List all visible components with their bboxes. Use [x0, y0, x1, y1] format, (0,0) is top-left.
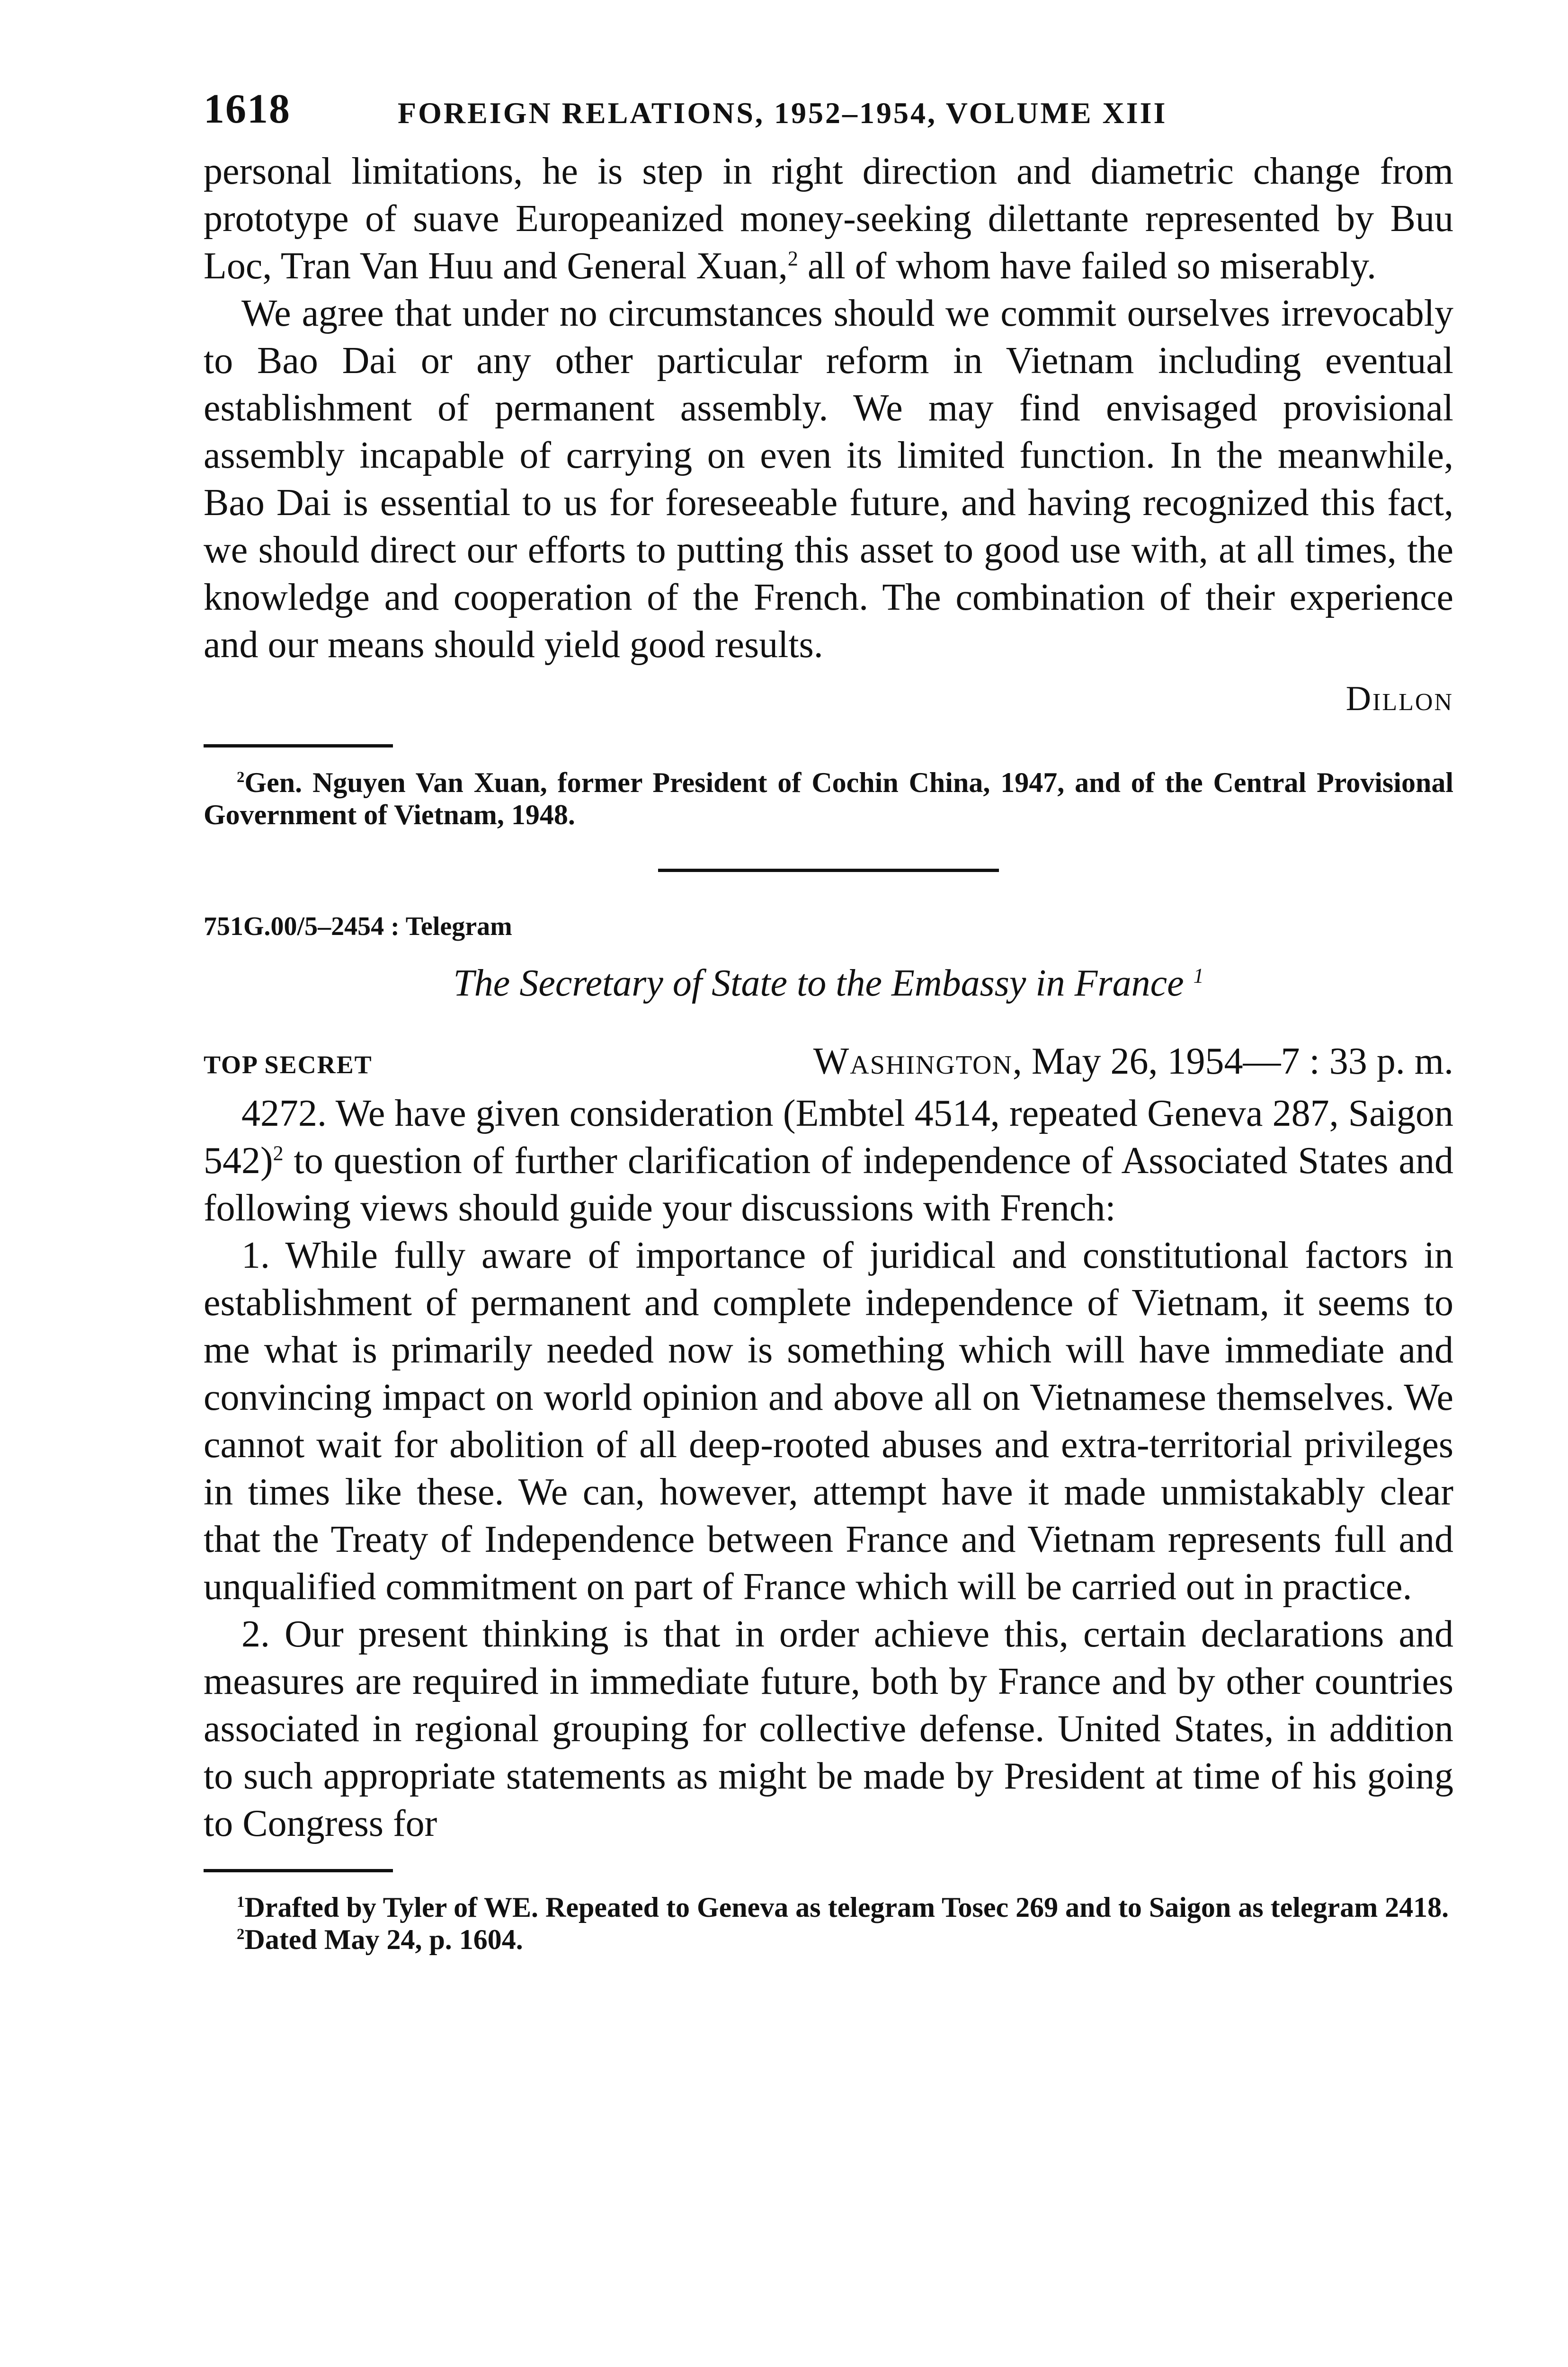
dateline [204, 1038, 1453, 1090]
running-head [204, 85, 1453, 142]
footnote-text: Gen. Nguyen Van Xuan, former President of Cochin China, 1947, and of the Central Provisional Government of Vietnam, 1948. [204, 767, 1453, 830]
continued-paragraph-2: We agree that under no circumstances should we commit ourselves irrevocably to Bao Dai or any other particular reform in Vietnam including eventual establishment of permanent assembly. We may find envisaged provisional assembly incapable of carrying on even its limited function. In the meanwhile, Bao Dai is essential to us for foreseeable future, and having recognized this fact, we should direct our efforts to putting this asset to good use with, at all times, the knowledge and cooperation of the French. The combination of their experience and our means should yield good results. [204, 293, 1453, 666]
document-page [204, 85, 1453, 1965]
footnote-text: Drafted by Tyler of WE. Repeated to Geneva as telegram Tosec 269 and to Saigon as telegram 2418. [244, 1892, 1449, 1923]
footnote [204, 766, 1453, 831]
telegram-paragraph-3: 2. Our present thinking is that in order achieve this, certain declarations and measures are required in immediate future, both by France and by other countries associated in regional grouping for collective defense. United States, in addition to such appropriate statements as might be made by President at time of his going to Congress for [204, 1613, 1453, 1844]
document-reference: 751G.00/5–2454 : Telegram [204, 912, 512, 941]
footnote-divider [204, 744, 393, 747]
footnote [204, 1891, 1453, 1923]
paragraph-text: to question of further clarification of independence of Associated States and following views should guide your discussions with French: [204, 1140, 1453, 1229]
footnote-reference: 2 [273, 1141, 284, 1165]
footnote-reference: 1 [1193, 964, 1204, 988]
footnote-reference: 2 [787, 247, 798, 270]
paragraph-text: 4272. We have given consideration (Embtel 4514, repeated Geneva 287, Saigon 542) [204, 1093, 1453, 1182]
document-separator [658, 869, 999, 872]
page-number: 1618 [204, 86, 291, 132]
classification-label: TOP SECRET [204, 1050, 373, 1079]
paragraph-text: personal limitations, he is step in right direction and diametric change from prototype of suave Europeanized money-seeking dilettante represented by Buu Loc, Tran Van Huu and General Xuan, [204, 151, 1453, 287]
footnote [204, 1923, 1453, 1956]
place: Washington [813, 1041, 1013, 1082]
footnote-text: Dated May 24, p. 1604. [244, 1924, 523, 1955]
place-date [813, 1038, 1453, 1085]
footnote-marker: 2 [237, 1926, 245, 1943]
footnote-divider [204, 1869, 393, 1872]
telegram-paragraph-1 [204, 1090, 1453, 1232]
document-title [204, 957, 1453, 1009]
document-title-text: The Secretary of State to the Embassy in France [453, 962, 1184, 1004]
page-bottom-spacer [204, 1956, 1453, 1965]
continued-paragraph-1 [204, 148, 1453, 290]
paragraph-text: all of whom have failed so miserably. [798, 245, 1376, 287]
telegram-paragraph-2: 1. While fully aware of importance of juridical and constitutional factors in establishment of permanent and complete independence of Vietnam, it seems to me what is primarily needed now is something which will have immediate and convincing impact on world opinion and above all on Vietnamese themselves. We cannot wait for abolition of all deep-rooted abuses and extra-territorial privileges in times like these. We can, however, attempt have it made unmistakably clear that the Treaty of Independence between France and Vietnam represents full and unqualified commitment on part of France which will be carried out in practice. [204, 1235, 1453, 1608]
footnote-marker: 1 [237, 1894, 245, 1911]
running-title: FOREIGN RELATIONS, 1952–1954, VOLUME XIII [398, 96, 1167, 130]
date-time: , May 26, 1954—7 : 33 p. m. [1012, 1041, 1453, 1082]
signature: Dillon [1345, 679, 1453, 718]
footnote-marker: 2 [237, 769, 245, 786]
